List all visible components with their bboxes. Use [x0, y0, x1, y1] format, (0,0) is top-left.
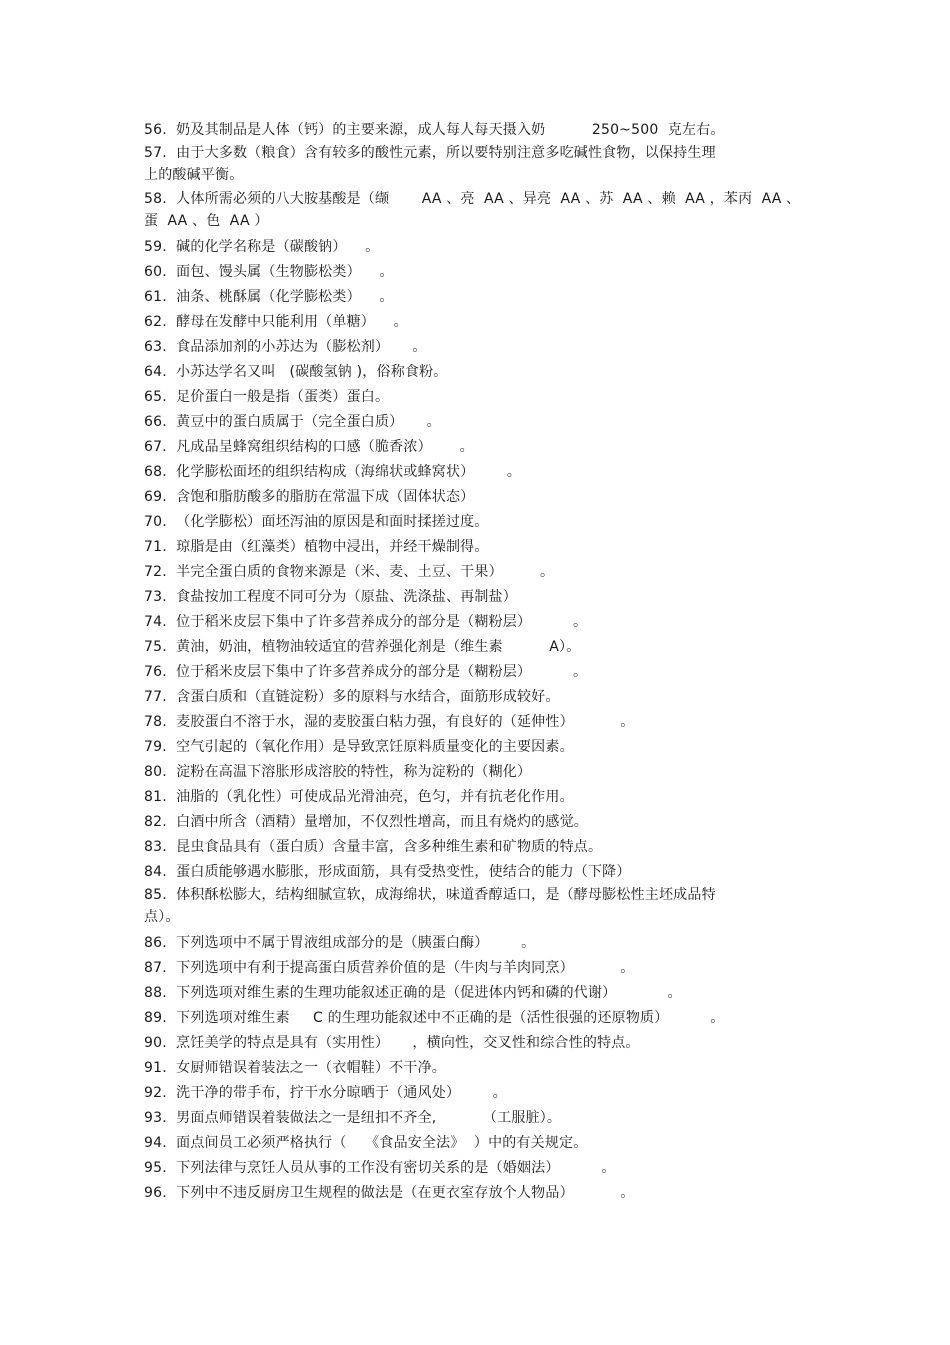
- question-88: 88. 下列选项对维生素的生理功能叙述正确的是（促进体内钙和磷的代谢） 。: [144, 985, 682, 1001]
- question-86: 86. 下列选项中不属于胃液组成部分的是（胰蛋白酶） 。: [144, 935, 536, 951]
- question-59: 59. 碱的化学名称是（碳酸钠） 。: [144, 239, 380, 255]
- question-77: 77. 含蛋白质和（直链淀粉）多的原料与水结合，面筋形成较好。: [144, 689, 560, 705]
- question-84: 84. 蛋白质能够遇水膨胀，形成面筋，具有受热变性，使结合的能力（下降）: [144, 864, 631, 880]
- question-57: 57. 由于大多数（粮食）含有较多的酸性元素，所以要特别注意多吃碱性食物，以保持生理 上的酸碱平衡。: [144, 145, 716, 183]
- question-90: 90. 烹饪美学的特点是具有（实用性） ，横向性，交叉性和综合性的特点。: [144, 1035, 640, 1051]
- question-87: 87. 下列选项中有利于提高蛋白质营养价值的是（牛肉与羊肉同烹） 。: [144, 960, 635, 976]
- question-72: 72. 半完全蛋白质的食物来源是（米、麦、土豆、干果） 。: [144, 564, 555, 580]
- question-62: 62. 酵母在发酵中只能利用（单糖） 。: [144, 314, 408, 330]
- question-69: 69. 含饱和脂肪酸多的脂肪在常温下成（固体状态）: [144, 489, 475, 505]
- question-56: 56. 奶及其制品是人体（钙）的主要来源，成人每人每天摄入奶 250~500 克左右。: [144, 122, 725, 138]
- question-60: 60. 面包、馒头属（生物膨松类） 。: [144, 264, 394, 280]
- question-63: 63. 食品添加剂的小苏达为（膨松剂） 。: [144, 339, 427, 355]
- question-71: 71. 琼脂是由（红藻类）植物中浸出，并经干燥制得。: [144, 539, 489, 555]
- question-91: 91. 女厨师错误着装法之一（衣帽鞋）不干净。: [144, 1060, 446, 1076]
- question-list: [144, 118, 824, 1206]
- question-82: 82. 白酒中所含（酒精）量增加，不仅烈性增高，而且有烧灼的感觉。: [144, 814, 588, 830]
- question-64: 64. 小苏达学名又叫 (碳酸氢钠 )，俗称食粉。: [144, 364, 448, 380]
- question-85: 85. 体积酥松膨大，结构细腻宣软，成海绵状，味道香醇适口，是（酵母膨松性主坯成品特 点）。: [144, 887, 716, 925]
- question-70: 70. （化学膨松）面坯泻油的原因是和面时揉搓过度。: [144, 514, 489, 530]
- question-79: 79. 空气引起的（氧化作用）是导致烹饪原料质量变化的主要因素。: [144, 739, 574, 755]
- question-58: 58. 人体所需必须的八大胺基酸是（缬 AA 、亮 AA 、异亮 AA 、苏 AA 、赖 AA ，苯丙 AA 、 蛋 AA 、色 AA ）: [144, 191, 801, 229]
- question-68: 68. 化学膨松面坯的组织结构成（海绵状或蜂窝状） 。: [144, 464, 522, 480]
- question-83: 83. 昆虫食品具有（蛋白质）含量丰富，含多种维生素和矿物质的特点。: [144, 839, 603, 855]
- question-96: 96. 下列中不违反厨房卫生规程的做法是（在更衣室存放个人物品） 。: [144, 1185, 635, 1201]
- question-78: 78. 麦胶蛋白不溶于水，湿的麦胶蛋白粘力强，有良好的（延伸性） 。: [144, 714, 635, 730]
- question-65: 65. 足价蛋白一般是指（蛋类）蛋白。: [144, 389, 390, 405]
- question-81: 81. 油脂的（乳化性）可使成品光滑油亮，色匀，并有抗老化作用。: [144, 789, 574, 805]
- question-92: 92. 洗干净的带手布，拧干水分晾晒于（通风处） 。: [144, 1085, 507, 1101]
- question-73: 73. 食盐按加工程度不同可分为（原盐、洗涤盐、再制盐）: [144, 589, 517, 605]
- question-80: 80. 淀粉在高温下溶胀形成溶胶的特性，称为淀粉的（糊化）: [144, 764, 532, 780]
- question-74: 74. 位于稻米皮层下集中了许多营养成分的部分是（糊粉层） 。: [144, 614, 588, 630]
- question-67: 67. 凡成品呈蜂窝组织结构的口感（脆香浓） 。: [144, 439, 474, 455]
- question-94: 94. 面点间员工必须严格执行（ 《食品安全法》 ）中的有关规定。: [144, 1135, 588, 1151]
- question-95: 95. 下列法律与烹饪人员从事的工作没有密切关系的是（婚姻法） 。: [144, 1160, 616, 1176]
- question-76: 76. 位于稻米皮层下集中了许多营养成分的部分是（糊粉层） 。: [144, 664, 588, 680]
- question-61: 61. 油条、桃酥属（化学膨松类） 。: [144, 289, 394, 305]
- question-89: 89. 下列选项对维生素 C 的生理功能叙述中不正确的是（活性很强的还原物质） 。: [144, 1010, 725, 1026]
- question-93: 93. 男面点师错误着装做法之一是纽扣不齐全, （工服脏）。: [144, 1110, 562, 1126]
- question-66: 66. 黄豆中的蛋白质属于（完全蛋白质） 。: [144, 414, 441, 430]
- question-75: 75. 黄油，奶油，植物油较适宜的营养强化剂是（维生素 A）。: [144, 639, 581, 655]
